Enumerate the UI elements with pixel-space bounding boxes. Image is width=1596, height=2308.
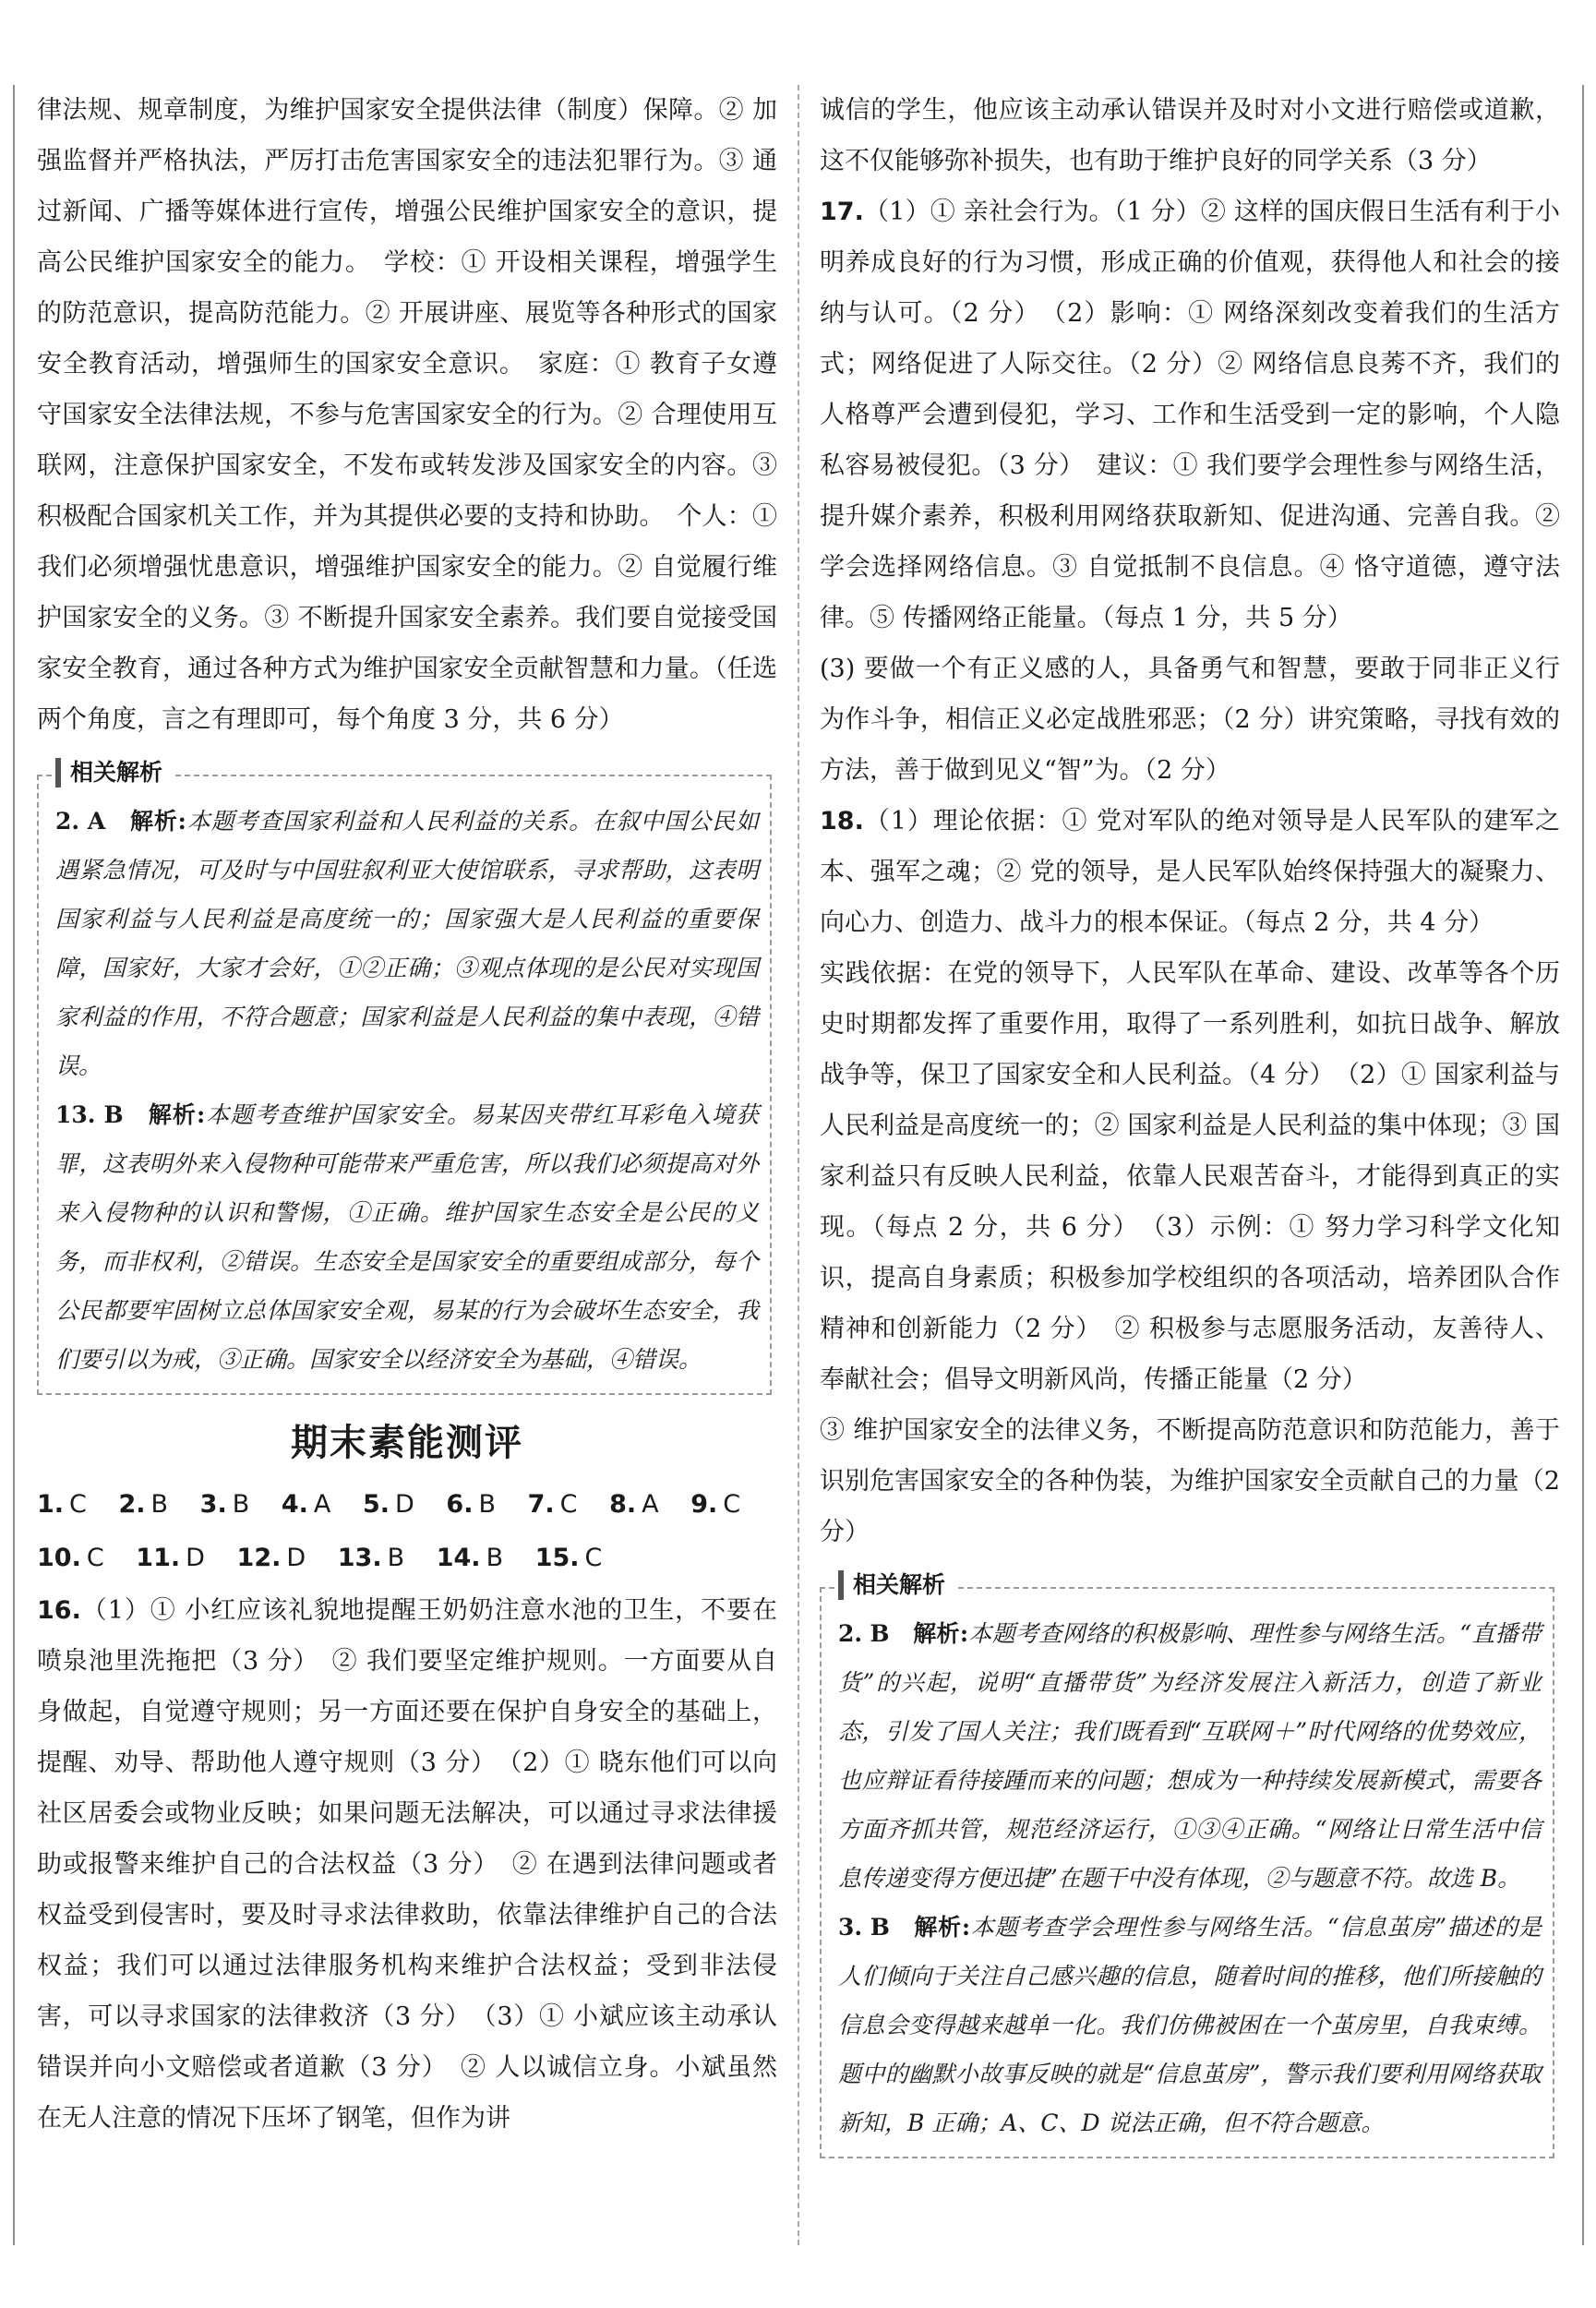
q16-continuation: 诚信的学生，他应该主动承认错误并及时对小文进行赔偿或道歉，这不仅能够弥补损失，也有助于维护良好的同学关系（3 分） [820, 96, 1560, 175]
question-18-part3: ③ 维护国家安全的法律义务，不断提高防范意识和防范能力，善于识别危害国家安全的各种伪装，为维护国家安全贡献自己的力量（2 分） [820, 1416, 1560, 1546]
analysis-item: 2. A 解析:本题考查国家利益和人民利益的关系。在叙中国公民如遇紧急情况，可及时与中国驻叙利亚大使馆联系，寻求帮助，这表明国家利益与人民利益是高度统一的；国家强大是人民利益的重要保障，国家好，大家才会好，①②正确；③观点体现的是公民对实现国家利益的作用，不符合题意；国家利益是人民利益的集中表现，④错误。 [55, 808, 759, 1079]
answer-row: 10. C 11. D 12. D 13. B 14. B 15. C [37, 1544, 603, 1572]
analysis-box-right [820, 1571, 1554, 2158]
section-title: 期末素能测评 [291, 1422, 523, 1464]
question-17-part3: (3) 要做一个有正义感的人，具备勇气和智慧，要敢于同非正义行为作斗争，相信正义必定战胜邪恶；（2 分）讲究策略，寻找有效的方法，善于做到见义“智”为。（2 分） [820, 655, 1560, 785]
question-17: 17.（1）① 亲社会行为。（1 分）② 这样的国庆假日生活有利于小明养成良好的行为习惯，形成正确的价值观，获得他人和社会的接纳与认可。（2 分） （2）影响：① 网络深刻改变着我们的生活方式；网络促进了人际交往。（2 分）② 网络信息良莠不齐，我们的人格尊严会遭到侵犯，学习、工作和生活受到一定的影响，个人隐私容易被侵犯。（3 分） 建议：① 我们要学会理性参与网络生活，提升媒介素养，积极利用网络获取新知、促进沟通、完善自我。② 学会选择网络信息。③ 自觉抵制不良信息。④ 恪守道德，遵守法律。⑤ 传播网络正能量。（每点 1 分，共 5 分） [820, 198, 1560, 632]
answer-row: 1. C 2. B 3. B 4. A 5. D 6. B 7. C 8. A 9. C [37, 1490, 741, 1519]
left-column [37, 85, 777, 2144]
analysis-box-title: 相关解析 [55, 758, 172, 787]
question-16: 16.（1）① 小红应该礼貌地提醒王奶奶注意水池的卫生，不要在喷泉池里洗拖把（3 分） ② 我们要坚定维护规则。一方面要从自身做起，自觉遵守规则；另一方面还要在保护自身安全的基础上，提醒、劝导、帮助他人遵守规则（3 分） （2）① 晓东他们可以向社区居委会或物业反映；如果问题无法解决，可以通过寻求法律援助或报警来维护自己的合法权益（3 分） ② 在遇到法律问题或者权益受到侵害时，要及时寻求法律救助，依靠法律维护自己的合法权益；我们可以通过法律服务机构来维护合法权益；受到非法侵害，可以寻求国家的法律救济（3 分） （3）① 小斌应该主动承认错误并向小文赔偿或者道歉（3 分） ② 人以诚信立身。小斌虽然在无人注意的情况下压坏了钢笔，但作为讲 [37, 1596, 777, 2133]
column-divider [798, 85, 799, 2245]
question-18-practice: 实践依据：在党的领导下，人民军队在革命、建设、改革等各个历史时期都发挥了重要作用，取得了一系列胜利，如抗日战争、解放战争等，保卫了国家安全和人民利益。（4 分） （2）① 国家利益与人民利益是高度统一的；② 国家利益是人民利益的集中体现；③ 国家利益只有反映人民利益，依靠人民艰苦奋斗，才能得到真正的实现。（每点 2 分，共 6 分） （3）示例：① 努力学习科学文化知识，提高自身素质；积极参加学校组织的各项活动，培养团队合作精神和创新能力（2 分） ② 积极参与志愿服务活动，友善待人、奉献社会；倡导文明新风尚，传播正能量（2 分） [820, 959, 1560, 1394]
analysis-item: 3. B 解析:本题考查学会理性参与网络生活。“信息茧房”描述的是人们倾向于关注自己感兴趣的信息，随着时间的推移，他们所接触的信息会变得越来越单一化。我们仿佛被困在一个茧房里，自我束缚。题中的幽默小故事反映的就是“信息茧房”，警示我们要利用网络获取新知，B 正确；A、C、D 说法正确，但不符合题意。 [838, 1914, 1542, 2136]
q15-continuation: 律法规、规章制度，为维护国家安全提供法律（制度）保障。② 加强监督并严格执法，严厉打击危害国家安全的违法犯罪行为。③ 通过新闻、广播等媒体进行宣传，增强公民维护国家安全的意识，提高公民维护国家安全的能力。 学校：① 开设相关课程，增强学生的防范意识，提高防范能力。② 开展讲座、展览等各种形式的国家安全教育活动，增强师生的国家安全意识。 家庭：① 教育子女遵守国家安全法律法规，不参与危害国家安全的行为。② 合理使用互联网，注意保护国家安全，不发布或转发涉及国家安全的内容。③ 积极配合国家机关工作，并为其提供必要的支持和协助。 个人：① 我们必须增强忧患意识，增强维护国家安全的能力。② 自觉履行维护国家安全的义务。③ 不断提升国家安全素养。我们要自觉接受国家安全教育，通过各种方式为维护国家安全贡献智慧和力量。（任选两个角度，言之有理即可，每个角度 3 分，共 6 分） [37, 96, 777, 734]
analysis-item: 13. B 解析:本题考查维护国家安全。易某因夹带红耳彩龟入境获罪，这表明外来入侵物种可能带来严重危害，所以我们必须提高对外来入侵物种的认识和警惕，①正确。维护国家生态安全是公民的义务，而非权利，②错误。生态安全是国家安全的重要组成部分，每个公民都要牢固树立总体国家安全观，易某的行为会破坏生态安全，我们要引以为戒，③正确。国家安全以经济安全为基础，④错误。 [55, 1101, 759, 1373]
question-18: 18.（1）理论依据：① 党对军队的绝对领导是人民军队的建军之本、强军之魂；② 党的领导，是人民军队始终保持强大的凝聚力、向心力、创造力、战斗力的根本保证。（每点 2 分，共 4 分） [820, 807, 1560, 937]
analysis-box-title: 相关解析 [838, 1570, 954, 1600]
analysis-item: 2. B 解析:本题考查网络的积极影响、理性参与网络生活。“直播带货”的兴起，说明“直播带货”为经济发展注入新活力，创造了新业态，引发了国人关注；我们既看到“互联网＋”时代网络的优势效应，也应辩证看待接踵而来的问题；想成为一种持续发展新模式，需要各方面齐抓共管，规范经济运行，①③④正确。“网络让日常生活中信息传递变得方便迅捷”在题干中没有体现，②与题意不符。故选 B。 [838, 1620, 1542, 1892]
right-column [820, 85, 1560, 2170]
left-margin-line [13, 85, 15, 2245]
analysis-box-left [37, 759, 772, 1395]
right-margin-line [1582, 85, 1584, 2245]
